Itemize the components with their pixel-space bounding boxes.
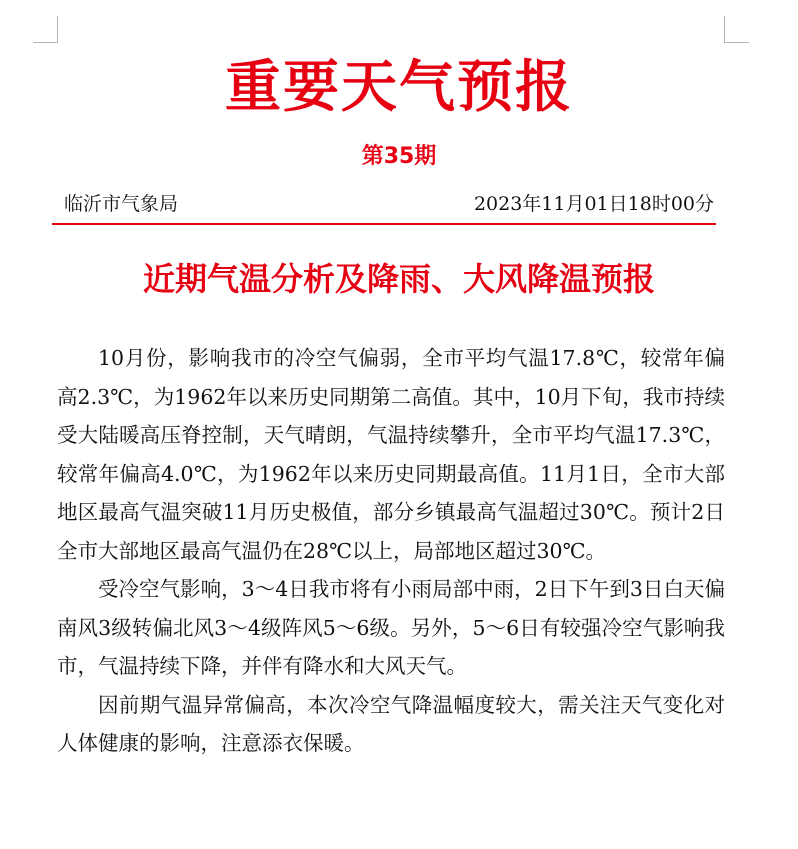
article-subtitle: 近期气温分析及降雨、大风降温预报 bbox=[142, 260, 655, 298]
header-divider bbox=[52, 223, 716, 225]
document-header-row bbox=[64, 190, 714, 218]
page-corner-mark-top-left bbox=[33, 16, 58, 43]
issue-datetime: 2023年11月01日18时00分 bbox=[473, 193, 714, 215]
issuing-organization: 临沂市气象局 bbox=[64, 193, 179, 215]
paragraph-health-advice: 因前期气温异常偏高，本次冷空气降温幅度较大，需关注天气变化对人体健康的影响，注意添衣保暖。 bbox=[57, 692, 725, 755]
issue-number: 第35期 bbox=[361, 144, 437, 169]
article-body bbox=[57, 339, 725, 763]
paragraph-rain-wind-forecast: 受冷空气影响，3～4日我市将有小雨局部中雨，2日下午到3日白天偏南风3级转偏北风3～4级阵风5～6级。另外，5～6日有较强冷空气影响我市，气温持续下降，并伴有降水和大风天气。 bbox=[57, 577, 725, 678]
paragraph-temperature-analysis: 10月份，影响我市的冷空气偏弱，全市平均气温17.8℃，较常年偏高2.3℃，为1962年以来历史同期第二高值。其中，10月下旬，我市持续受大陆暖高压脊控制，天气晴朗，气温持续攀升，全市平均气温17.3℃，较常年偏高4.0℃，为1962年以来历史同期最高值。11月1日，全市大部地区最高气温突破11月历史极值，部分乡镇最高气温超过30℃。预计2日全市大部地区最高气温仍在28℃以上，局部地区超过30℃。 bbox=[57, 346, 725, 563]
document-title: 重要天气预报 bbox=[225, 55, 573, 120]
page-corner-mark-top-right bbox=[724, 16, 749, 43]
